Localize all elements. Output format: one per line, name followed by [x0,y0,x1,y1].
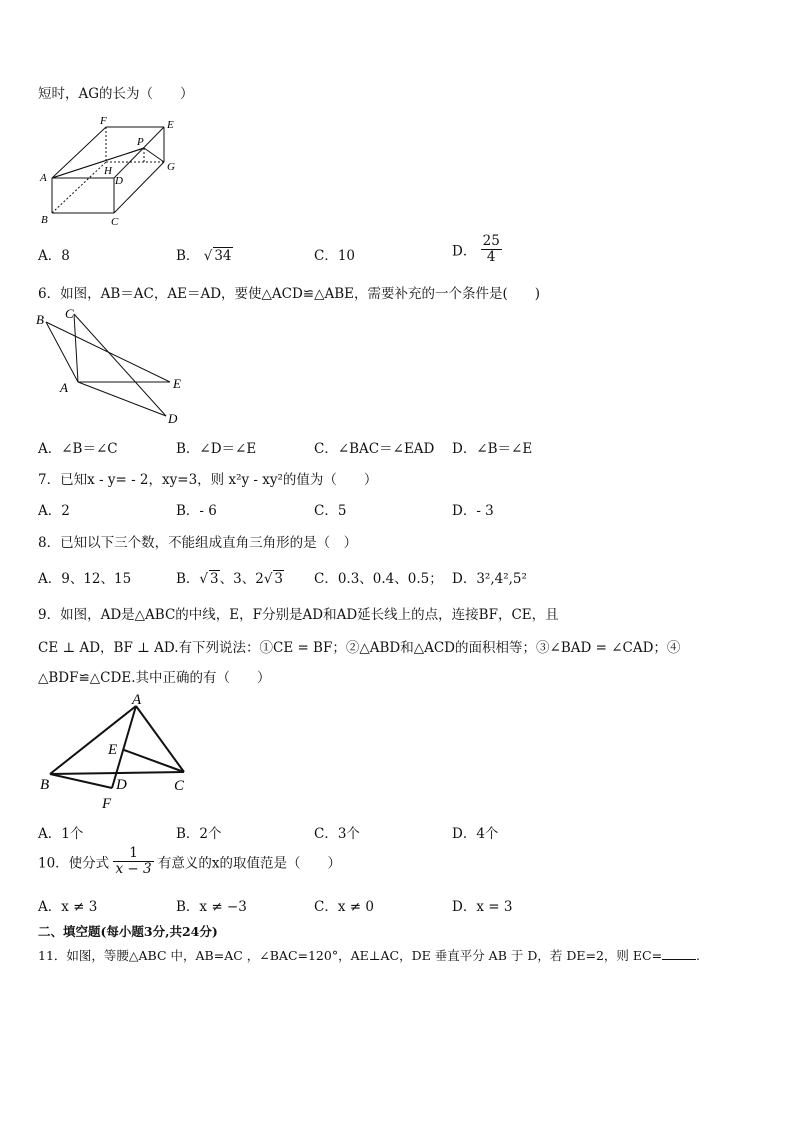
q5-option-d-denominator: 4 [486,248,496,265]
q9-label-d: D [116,777,127,793]
q9-stem-line2: CE ⊥ AD，BF ⊥ AD.有下列说法：①CE = BF；②△ABD和△ACD的面积相等；③∠BAD = ∠CAD；④ [38,640,681,656]
q8-option-a: A．9、12、15 [38,571,132,587]
q7-option-d: D．- 3 [452,503,494,519]
q7-option-a: A．2 [38,503,70,519]
q6-label-e: E [173,376,181,391]
q10-option-c: C．x ≠ 0 [314,899,374,915]
q8-option-b-label: B． [176,571,200,587]
q5-option-b-label: B． [176,248,200,264]
q9-label-e: E [108,742,118,758]
q5-label-a: A [40,172,47,184]
q7-option-c: C．5 [314,503,347,519]
q9-option-b: B．2个 [176,826,222,842]
q10-fraction [113,846,153,877]
q5-label-c: C [111,216,119,228]
q6-option-d: D．∠B＝∠E [452,441,533,457]
q5-option-b-radicand: 34 [214,248,232,264]
q5-option-d-label: D． [452,243,477,260]
q5-option-b [176,244,233,264]
q8-option-c: C．0.3、0.4、0.5； [314,571,443,587]
q11-stem [38,946,700,964]
q6-label-c: C [65,308,74,321]
q5-label-p: P [137,136,144,148]
q5-option-d [452,234,502,265]
q5-option-c: C．10 [314,248,356,264]
q9-option-c: C．3个 [314,826,360,842]
q5-label-b: B [41,214,48,226]
q9-stem-line1: 9．如图，AD是△ABC的中线，E，F分别是AD和AD延长线上的点，连接BF，CE，且 [38,607,559,623]
q6-stem: 6．如图，AB＝AC，AE＝AD，要使△ACD≌△ABE，需要补充的一个条件是( ) [38,286,541,302]
q11-answer-blank[interactable] [662,959,696,960]
q8-option-d [452,567,527,587]
q8-option-b-text: 、3、2 [219,571,264,587]
q9-label-f: F [102,796,112,812]
q7-stem: 7．已知x - y= - 2，xy=3，则 x²y - xy²的值为（ ） [38,472,378,488]
section-2-title: 二、填空题(每小题3分,共24分) [38,924,218,939]
q9-label-c: C [174,778,185,794]
q5-label-e: E [167,119,174,131]
q10-option-a: A．x ≠ 3 [38,899,98,915]
q5-stem-tail: 短时，AG的长为（ ） [38,86,194,102]
q9-label-b: B [40,777,50,793]
q5-label-d: D [115,175,123,187]
q5-option-d-numerator: 25 [482,233,500,249]
q11-stem-tail: . [696,948,701,963]
q5-label-h: H [104,165,112,177]
q9-label-a: A [132,692,142,708]
q6-label-b: B [36,312,44,327]
q8-option-b-radicand-2: 3 [274,571,284,587]
q8-option-d-label: D． [452,571,477,587]
q6-option-a: A．∠B＝∠C [38,441,118,457]
q8-stem: 8．已知以下三个数，不能组成直角三角形的是（ ） [38,535,358,551]
q6-label-a: A [60,380,68,395]
q5-label-g: G [167,161,175,173]
q6-option-b: B．∠D＝∠E [176,441,257,457]
q10-stem-post: 有意义的x的取值范是（ ） [157,855,342,872]
q5-option-d-fraction [481,234,502,265]
q7-option-b: B．- 6 [176,503,217,519]
q6-option-c: C．∠BAC＝∠EAD [314,441,435,457]
q8-option-b: B．√ 3、3、2√ 3 [176,571,284,587]
q9-option-d: D．4个 [452,826,499,842]
q5-option-a: A．8 [38,248,70,264]
q8-option-b-radicand-1: 3 [210,571,219,587]
q6-triangle-figure [34,308,194,426]
q9-option-a: A．1个 [38,826,84,842]
q10-option-b: B．x ≠ −3 [176,899,247,915]
q5-box-figure [36,112,186,230]
q9-stem-line3: △BDF≌△CDE.其中正确的有（ ） [38,670,271,686]
q5-option-b-sqrt: √ 34 [203,248,232,264]
q10-fraction-denominator: x − 3 [115,860,152,877]
q6-label-d: D [168,411,178,426]
q9-triangle-figure [36,692,196,814]
q8-option-d-text: 3²,4²,5² [476,571,527,587]
q5-label-f: F [100,115,107,127]
q10-stem [38,846,341,877]
q10-fraction-numerator: 1 [113,846,153,862]
q10-option-d: D．x = 3 [452,899,513,915]
q11-stem-text: 11．如图，等腰△ABC 中，AB=AC ，∠BAC=120°，AE⊥AC，DE 垂直平分 AB 于 D，若 DE=2，则 EC= [38,948,663,963]
q10-stem-pre: 10．使分式 [38,855,110,872]
